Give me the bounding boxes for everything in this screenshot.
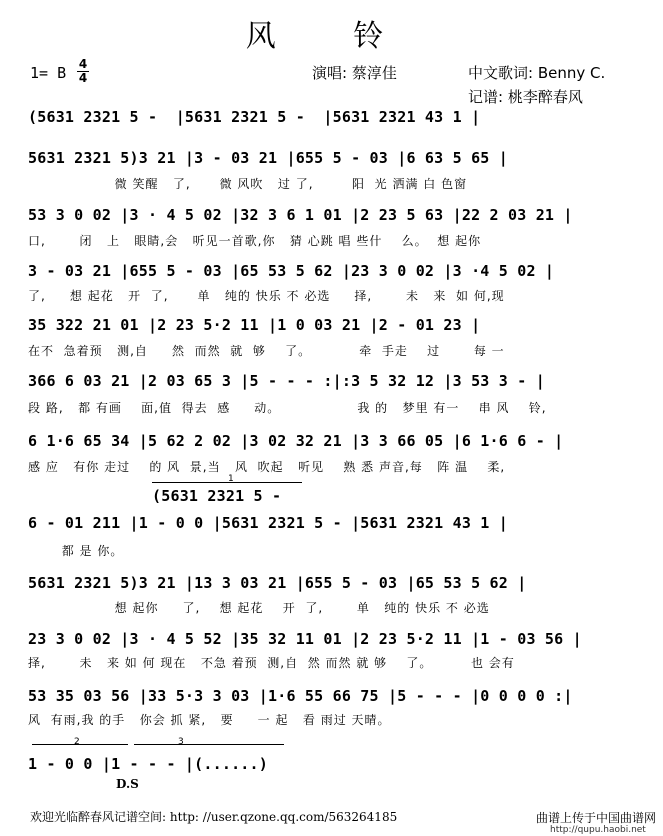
volta-1-phrase: (5631 2321 5 -: [152, 487, 282, 505]
time-signature-bottom: 4: [78, 71, 88, 85]
lyric-row-8: 都 是 你。: [28, 544, 124, 558]
volta-2-bracket: [32, 744, 128, 745]
lyric-row-9: 想 起你 了, 想 起花 开 了, 单 纯的 快乐 不 必选: [28, 601, 490, 615]
time-signature: [76, 58, 90, 84]
watermark-title: 曲谱上传于中国曲谱网: [536, 811, 657, 825]
lyric-row-7: 感 应 有你 走过 的 风 景,当 风 吹起 听见 熟 悉 声音,每 阵 温 柔,: [28, 460, 506, 474]
notation-row-8: 6 - 01 211 |1 - 0 0 |5631 2321 5 - |5631 2321 43 1 |: [28, 514, 508, 532]
time-signature-top: 4: [78, 57, 88, 71]
notation-row-10: 23 3 0 02 |3 · 4 5 52 |35 32 11 01 |2 23 5·2 11 |1 - 03 56 |: [28, 630, 582, 648]
lyric-row-5: 在不 急着预 测,自 然 而然 就 够 了。 牵 手走 过 每 一: [28, 344, 505, 358]
lyricist-credit: 中文歌词: Benny C.: [468, 64, 606, 82]
lyric-row-6: 段 路, 都 有画 面,值 得去 感 动。 我 的 梦里 有一 串 风 铃,: [28, 401, 547, 415]
notation-row-12: 1 - 0 0 |1 - - - |(......): [28, 755, 268, 773]
lyric-row-10: 择, 未 来 如 何 现在 不急 着预 测,自 然 而然 就 够 了。 也 会有: [28, 656, 515, 670]
volta-3-bracket: [134, 744, 284, 745]
dal-segno-mark: D.S: [116, 777, 139, 791]
lyric-row-2: 微 笑醒 了, 微 风吹 过 了, 阳 光 洒满 白 色窗: [28, 177, 468, 191]
lyric-row-11: 风 有雨,我 的手 你会 抓 紧, 要 一 起 看 雨过 天晴。: [28, 713, 391, 727]
watermark-url: http://qupu.haobi.net: [550, 825, 646, 835]
transcriber-credit: 记谱: 桃李醉春风: [468, 88, 583, 106]
notation-row-11: 53 35 03 56 |33 5·3 3 03 |1·6 55 66 75 |5 - - - |0 0 0 0 :|: [28, 687, 573, 705]
lyric-row-3: 口, 闭 上 眼睛,会 听见一首歌,你 猜 心跳 唱 些什 么。 想 起你: [28, 234, 482, 248]
notation-row-9: 5631 2321 5)3 21 |13 3 03 21 |655 5 - 03 |65 53 5 62 |: [28, 574, 527, 592]
volta-2-number: 2: [74, 737, 80, 747]
volta-1-number: 1: [228, 474, 234, 484]
notation-row-5: 35 322 21 01 |2 23 5·2 11 |1 0 03 21 |2 - 01 23 |: [28, 316, 481, 334]
notation-row-1: (5631 2321 5 - |5631 2321 5 - |5631 2321 43 1 |: [28, 108, 481, 126]
footer-text: 欢迎光临醉春风记谱空间: http: //user.qzone.qq.com/563264185: [30, 810, 398, 824]
notation-row-7: 6 1·6 65 34 |5 62 2 02 |3 02 32 21 |3 3 66 05 |6 1·6 6 - |: [28, 432, 564, 450]
notation-row-6: 366 6 03 21 |2 03 65 3 |5 - - - :|:3 5 32 12 |3 53 3 - |: [28, 372, 545, 390]
singer-credit: 演唱: 蔡淳佳: [312, 64, 397, 82]
notation-row-2: 5631 2321 5)3 21 |3 - 03 21 |655 5 - 03 |6 63 5 65 |: [28, 149, 508, 167]
volta-1-bracket: [152, 482, 302, 483]
song-title: 风 铃: [245, 19, 418, 54]
key-signature: 1= B: [30, 64, 67, 82]
lyric-row-4: 了, 想 起花 开 了, 单 纯的 快乐 不 必选 择, 未 来 如 何,现: [28, 289, 505, 303]
volta-3-number: 3: [178, 737, 184, 747]
notation-row-4: 3 - 03 21 |655 5 - 03 |65 53 5 62 |23 3 0 02 |3 ·4 5 02 |: [28, 262, 555, 280]
notation-row-3: 53 3 0 02 |3 · 4 5 02 |32 3 6 1 01 |2 23 5 63 |22 2 03 21 |: [28, 206, 573, 224]
